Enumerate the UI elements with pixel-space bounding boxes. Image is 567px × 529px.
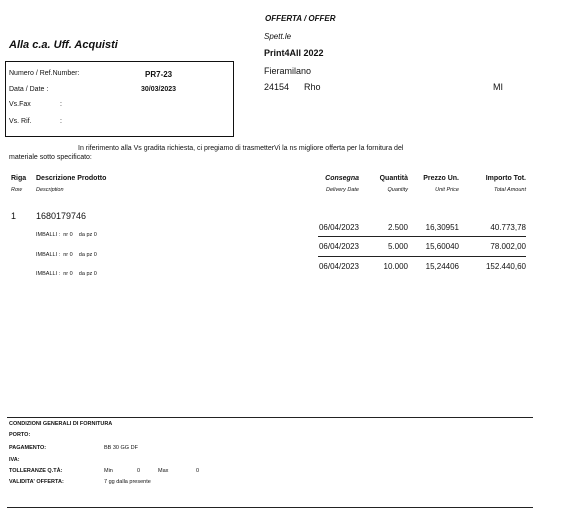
col-row-en: Row xyxy=(11,187,23,193)
item-row-number: 1 xyxy=(11,211,17,221)
line-2-price: 15,60040 xyxy=(425,242,459,251)
porto-label: PORTO: xyxy=(9,432,31,438)
ref-fax-label: Vs.Fax xyxy=(9,101,31,108)
ref-rif-label: Vs. Rif. xyxy=(9,118,32,125)
line-3-date: 06/04/2023 xyxy=(318,262,359,271)
intro-line-2: materiale sotto specificato: xyxy=(9,154,92,161)
ref-number-label: Numero / Ref.Number: xyxy=(9,70,80,77)
ref-date-value: 30/03/2023 xyxy=(141,86,177,93)
tolerance-min-label: Min xyxy=(104,468,113,474)
col-total-it: Importo Tot. xyxy=(485,175,526,182)
line-1-separator xyxy=(318,236,526,237)
line-2-date: 06/04/2023 xyxy=(318,242,359,251)
recipient-company: Print4All 2022 xyxy=(264,48,324,58)
ref-date-label: Data / Date : xyxy=(9,86,49,93)
payment-label: PAGAMENTO: xyxy=(9,445,47,451)
line-3-qty: 10.000 xyxy=(383,262,408,271)
line-2-qty: 5.000 xyxy=(387,242,408,251)
line-1-date: 06/04/2023 xyxy=(318,223,359,232)
col-row-it: Riga xyxy=(11,175,27,182)
line-1-total: 40.773,78 xyxy=(490,223,526,232)
validity-label: VALIDITA' OFFERTA: xyxy=(9,479,64,485)
ref-rif-colon: : xyxy=(60,118,62,125)
conditions-title: CONDIZIONI GENERALI DI FORNITURA xyxy=(9,421,113,427)
col-qty-it: Quantità xyxy=(379,175,408,182)
intro-line-1: In riferimento alla Vs gradita richiesta, ci pregiamo di trasmetterVi la ns migliore offerta per la fornitura del xyxy=(78,145,404,152)
offer-title: OFFERTA / OFFER xyxy=(265,14,336,23)
packing-line-3: IMBALLI : nr 0 da pz 0 xyxy=(36,271,97,277)
tolerance-max-label: Max xyxy=(158,468,169,474)
attention-line: Alla c.a. Uff. Acquisti xyxy=(9,39,118,51)
recipient-zip: 24154 xyxy=(264,82,290,92)
iva-label: IVA: xyxy=(9,457,20,463)
tolerance-max-value: 0 xyxy=(196,468,200,474)
packing-line-2: IMBALLI : nr 0 da pz 0 xyxy=(36,252,97,258)
line-2-separator xyxy=(318,256,526,257)
tolerance-min-value: 0 xyxy=(137,468,141,474)
line-2-total: 78.002,00 xyxy=(490,242,526,251)
line-3-total: 152.440,60 xyxy=(485,262,526,271)
recipient-venue: Fieramilano xyxy=(264,66,312,76)
col-qty-en: Quantity xyxy=(387,187,408,193)
packing-line-1: IMBALLI : nr 0 da pz 0 xyxy=(36,232,97,238)
col-total-en: Total Amount xyxy=(493,187,526,193)
recipient-city: Rho xyxy=(304,82,321,92)
col-desc-en: Description xyxy=(36,187,64,193)
payment-value: BB 30 GG DF xyxy=(104,445,138,451)
item-code: 1680179746 xyxy=(36,211,87,221)
recipient-salutation: Spett.le xyxy=(264,32,292,41)
ref-number-value: PR7-23 xyxy=(145,70,173,79)
line-1-qty: 2.500 xyxy=(387,223,408,232)
col-price-it: Prezzo Un. xyxy=(423,175,459,182)
validity-value: 7 gg dalla presente xyxy=(104,479,151,485)
col-desc-it: Descrizione Prodotto xyxy=(36,175,107,182)
recipient-province: MI xyxy=(493,82,503,92)
conditions-top-rule xyxy=(7,417,533,418)
tolerance-label: TOLLERANZE Q.TÀ: xyxy=(9,468,63,474)
col-delivery-it: Consegna xyxy=(325,175,359,182)
line-1-price: 16,30951 xyxy=(425,223,459,232)
conditions-bottom-rule xyxy=(7,507,533,508)
col-price-en: Unit Price xyxy=(435,187,459,193)
col-delivery-en: Delivery Date xyxy=(325,187,359,193)
line-3-price: 15,24406 xyxy=(425,262,459,271)
ref-fax-colon: : xyxy=(60,101,62,108)
